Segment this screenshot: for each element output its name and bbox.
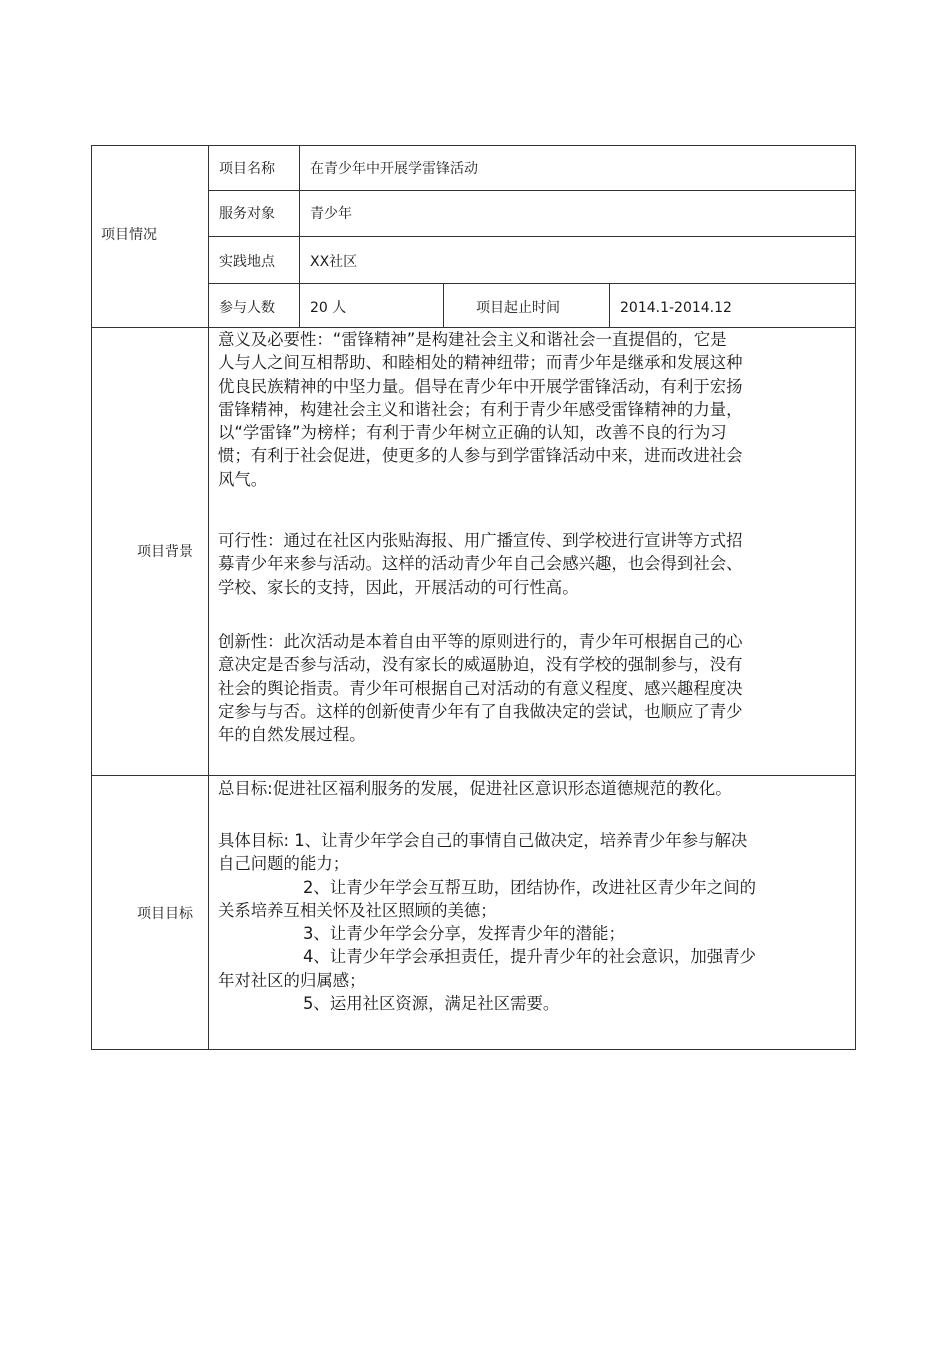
text-line: 5、运用社区资源，满足社区需要。 xyxy=(303,994,560,1014)
text-line: 人与人之间互相帮助、和睦相处的精神纽带；而青少年是继承和发展这种 xyxy=(218,353,743,373)
specific-goals xyxy=(218,829,808,1015)
column-divider xyxy=(208,145,209,1050)
column-divider xyxy=(443,283,444,328)
value-participants: 20 人 xyxy=(310,300,347,316)
table-border-bottom xyxy=(91,1049,856,1050)
table-border-top xyxy=(91,145,856,146)
text-line: 年对社区的归属感； xyxy=(218,970,366,990)
label-participants: 参与人数 xyxy=(219,300,275,316)
text-line: 定参与与否。这样的创新使青少年有了自我做决定的尝试，也顺应了青少 xyxy=(218,701,743,721)
text-line: 自己问题的能力； xyxy=(218,854,350,874)
text-line: 总目标:促进社区福利服务的发展，促进社区意识形态道德规范的教化。 xyxy=(218,779,732,798)
section-divider xyxy=(91,775,856,776)
row-divider xyxy=(208,283,856,284)
text-line: 4、让青少年学会承担责任，提升青少年的社会意识，加强青少 xyxy=(303,947,756,967)
feasibility-paragraph xyxy=(218,529,808,599)
section-label-goals: 项目目标 xyxy=(137,906,193,922)
text-line: 创新性：此次活动是本着自由平等的原则进行的，青少年可根据自己的心 xyxy=(218,632,743,651)
value-project-period: 2014.1-2014.12 xyxy=(620,300,732,316)
text-line: 年的自然发展过程。 xyxy=(218,725,366,745)
text-line: 募青少年来参与活动。这样的活动青少年自己会感兴趣，也会得到社会、 xyxy=(218,554,743,574)
table-border-left xyxy=(91,145,92,1050)
column-divider xyxy=(299,145,300,328)
column-divider xyxy=(609,283,610,328)
text-line: 雷锋精神，构建社会主义和谐社会；有利于青少年感受雷锋精神的力量， xyxy=(218,399,743,419)
significance-paragraph xyxy=(218,328,808,491)
overall-goal xyxy=(218,777,808,800)
table-border-right xyxy=(855,145,856,1050)
text-line: 可行性：通过在社区内张贴海报、用广播宣传、到学校进行宣讲等方式招 xyxy=(218,531,743,550)
text-line: 2、让青少年学会互帮互助，团结协作，改进社区青少年之间的 xyxy=(303,877,756,897)
text-line: 意决定是否参与活动，没有家长的威逼胁迫，没有学校的强制参与，没有 xyxy=(218,655,743,675)
text-line: 具体目标: 1、让青少年学会自己的事情自己做决定，培养青少年参与解决 xyxy=(218,831,748,850)
text-line: 惯；有利于社会促进，使更多的人参与到学雷锋活动中来，进而改进社会 xyxy=(218,446,743,466)
section-label-background: 项目背景 xyxy=(137,544,193,560)
text-line: 社会的舆论指责。青少年可根据自己对活动的有意义程度、感兴趣程度决 xyxy=(218,678,743,698)
value-service-target: 青少年 xyxy=(310,206,352,222)
text-line: 以“学雷锋”为榜样；有利于青少年树立正确的认知，改善不良的行为习 xyxy=(218,423,727,443)
row-divider xyxy=(208,190,856,191)
label-location: 实践地点 xyxy=(219,254,275,270)
text-line: 学校、家长的支持，因此，开展活动的可行性高。 xyxy=(218,577,579,597)
value-project-name: 在青少年中开展学雷锋活动 xyxy=(310,161,478,177)
row-divider xyxy=(208,236,856,237)
value-location: XX社区 xyxy=(310,254,358,270)
text-line: 关系培养互相关怀及社区照顾的美德； xyxy=(218,900,497,920)
text-line: 风气。 xyxy=(218,469,268,489)
text-line: 意义及必要性：“雷锋精神”是构建社会主义和谐社会一直提倡的，它是 xyxy=(218,330,727,349)
text-line: 优良民族精神的中坚力量。倡导在青少年中开展学雷锋活动，有利于宏扬 xyxy=(218,376,743,396)
innovation-paragraph xyxy=(218,630,808,746)
section-label-project-info: 项目情况 xyxy=(101,227,157,243)
label-project-period: 项目起止时间 xyxy=(476,300,560,316)
label-project-name: 项目名称 xyxy=(219,161,275,177)
label-service-target: 服务对象 xyxy=(219,206,275,222)
text-line: 3、让青少年学会分享，发挥青少年的潜能； xyxy=(303,924,625,944)
